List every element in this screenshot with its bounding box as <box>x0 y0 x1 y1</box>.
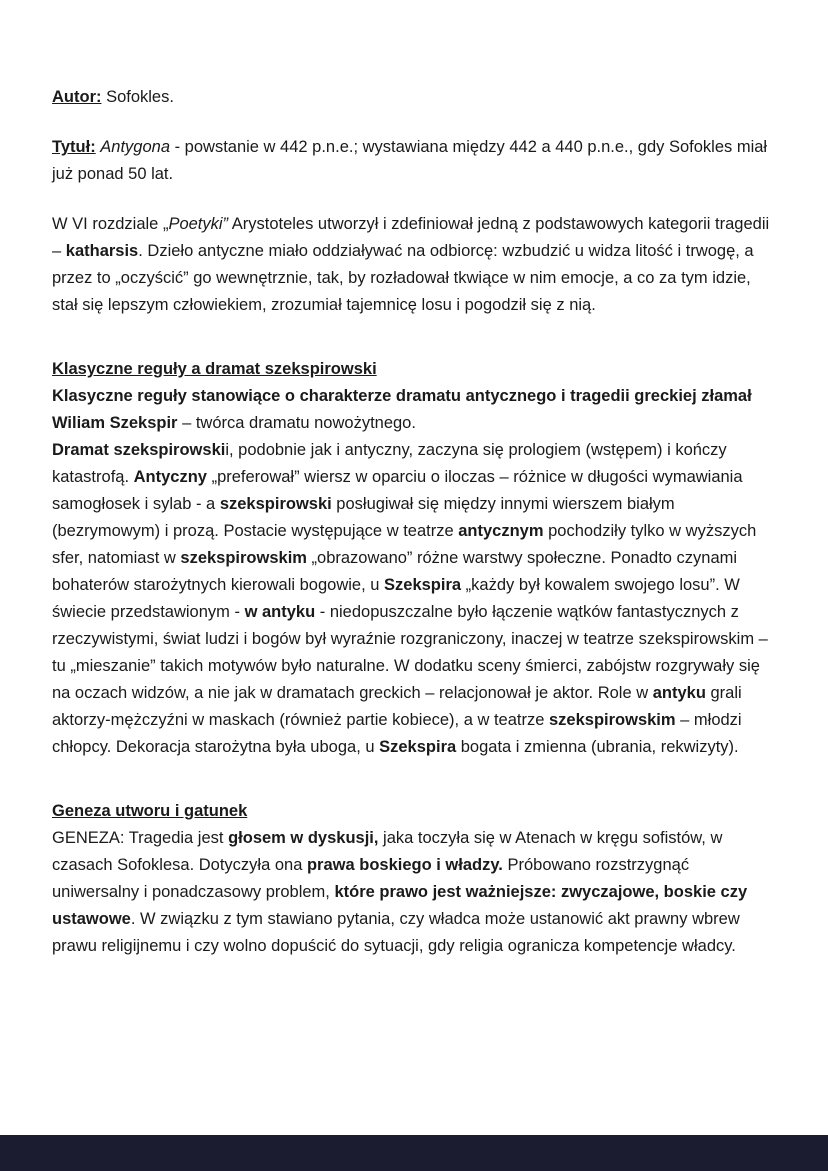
text-run: szekspirowskim <box>180 549 307 567</box>
text-run: „preferował” wiersz w oparciu o iloczas – różnice w długości wymawiania samogłosek i sylab - a <box>52 468 743 513</box>
text-run: które prawo jest ważniejsze: zwyczajowe, boskie czy ustawowe <box>52 883 748 928</box>
section-heading-geneza <box>52 798 780 825</box>
text-run: w antyku <box>244 603 316 621</box>
text-run: bogata i zmienna (ubrania, rekwizyty). <box>456 738 739 756</box>
text-run: Tytuł: <box>52 138 96 156</box>
text-run: Arystoteles utworzył i zdefiniował jedną z podstawowych kategorii tragedii – <box>52 215 770 260</box>
text-run: - niedopuszczalne było łączenie wątków fantastycznych z rzeczywistymi, świat ludzi i bogów był wyraźnie rozgraniczony, inaczej w teatrze szekspirowskim – tu „mieszanie” takich motywów było naturalne. W dodatku sceny śmierci, zabójstw rozgrywały się na oczach widzów, a nie jak w dramatach greckich – relacjonował je aktor. Role w <box>52 603 768 702</box>
text-run: Klasyczne reguły a dramat szekspirowski <box>52 360 377 378</box>
text-run: Próbowano rozstrzygnąć uniwersalny i ponadczasowy problem, <box>52 856 690 901</box>
text-run: Klasyczne reguły stanowiące o charakterze dramatu antycznego i tragedii greckiej złamał Wiliam Szekspir <box>52 387 752 432</box>
geneza-paragraph <box>52 825 780 960</box>
text-run: Dramat szekspirowski <box>52 441 226 459</box>
text-run: antycznym <box>458 522 544 540</box>
text-run: . Dzieło antyczne miało oddziaływać na odbiorcę: wzbudzić u widza litość i trwogę, a przez to „oczyścić” go wewnętrznie, tak, by rozładował tkwiące w nim emocje, a co za tym idzie, stał się lepszym człowiekiem, zrozumiał tajemnicę losu i pogodził się z nią. <box>52 242 754 314</box>
text-run: . W związku z tym stawiano pytania, czy władca może ustanowić akt prawny wbrew prawu religijnemu i czy wolno dopuścić do sytuacji, gdy religia ogranicza kompetencje władcy. <box>52 910 740 955</box>
text-run: W VI rozdziale „ <box>52 215 169 233</box>
text-run: Sofokles. <box>101 88 174 106</box>
text-run: Antygona <box>100 138 171 156</box>
text-run: antyku <box>652 684 706 702</box>
text-run: „każdy był kowalem swojego losu”. W świecie przedstawionym - <box>52 576 740 621</box>
text-run: pochodziły tylko w wyższych sfer, natomiast w <box>52 522 757 567</box>
section-heading-szekspir <box>52 356 780 383</box>
szekspir-paragraph <box>52 437 780 761</box>
text-run: prawa boskiego i władzy. <box>306 856 503 874</box>
text-run: szekspirowski <box>219 495 332 513</box>
text-run: Szekspira <box>384 576 462 594</box>
document-content <box>52 84 780 960</box>
text-run: Geneza utworu i gatunek <box>52 802 248 820</box>
szekspir-intro-line <box>52 383 780 437</box>
text-run: posługiwał się między innymi wierszem białym (bezrymowym) i prozą. Postacie występujące w teatrze <box>52 495 675 540</box>
text-run: „obrazowano” różne warstwy społeczne. Ponadto czynami bohaterów starożytnych kierowali bogowie, u <box>52 549 738 594</box>
author-line <box>52 84 780 111</box>
text-run: i, podobnie jak i antyczny, zaczyna się prologiem (wstępem) i kończy katastrofą. <box>52 441 727 486</box>
text-run: grali aktorzy-mężczyźni w maskach (również partie kobiece), a w teatrze <box>52 684 742 729</box>
text-run: szekspirowskim <box>549 711 676 729</box>
text-run: katharsis <box>65 242 139 260</box>
text-run: Poetyki” <box>168 215 229 233</box>
text-run: – młodzi chłopcy. Dekoracja starożytna była uboga, u <box>52 711 742 756</box>
katharsis-paragraph <box>52 211 780 319</box>
text-run: – twórca dramatu nowożytnego. <box>177 414 416 432</box>
text-run: Antyczny <box>133 468 207 486</box>
title-line <box>52 134 780 188</box>
text-run: - powstanie w 442 p.n.e.; wystawiana między 442 a 440 p.n.e., gdy Sofokles miał już ponad 50 lat. <box>52 138 768 183</box>
text-run: Szekspira <box>379 738 457 756</box>
text-run: jaka toczyła się w Atenach w kręgu sofistów, w czasach Sofoklesa. Dotyczyła ona <box>52 829 723 874</box>
text-run: GENEZA: Tragedia jest <box>52 829 229 847</box>
text-run: głosem w dyskusji, <box>228 829 379 847</box>
footer-bar <box>0 1135 828 1171</box>
text-run: Autor: <box>52 88 102 106</box>
